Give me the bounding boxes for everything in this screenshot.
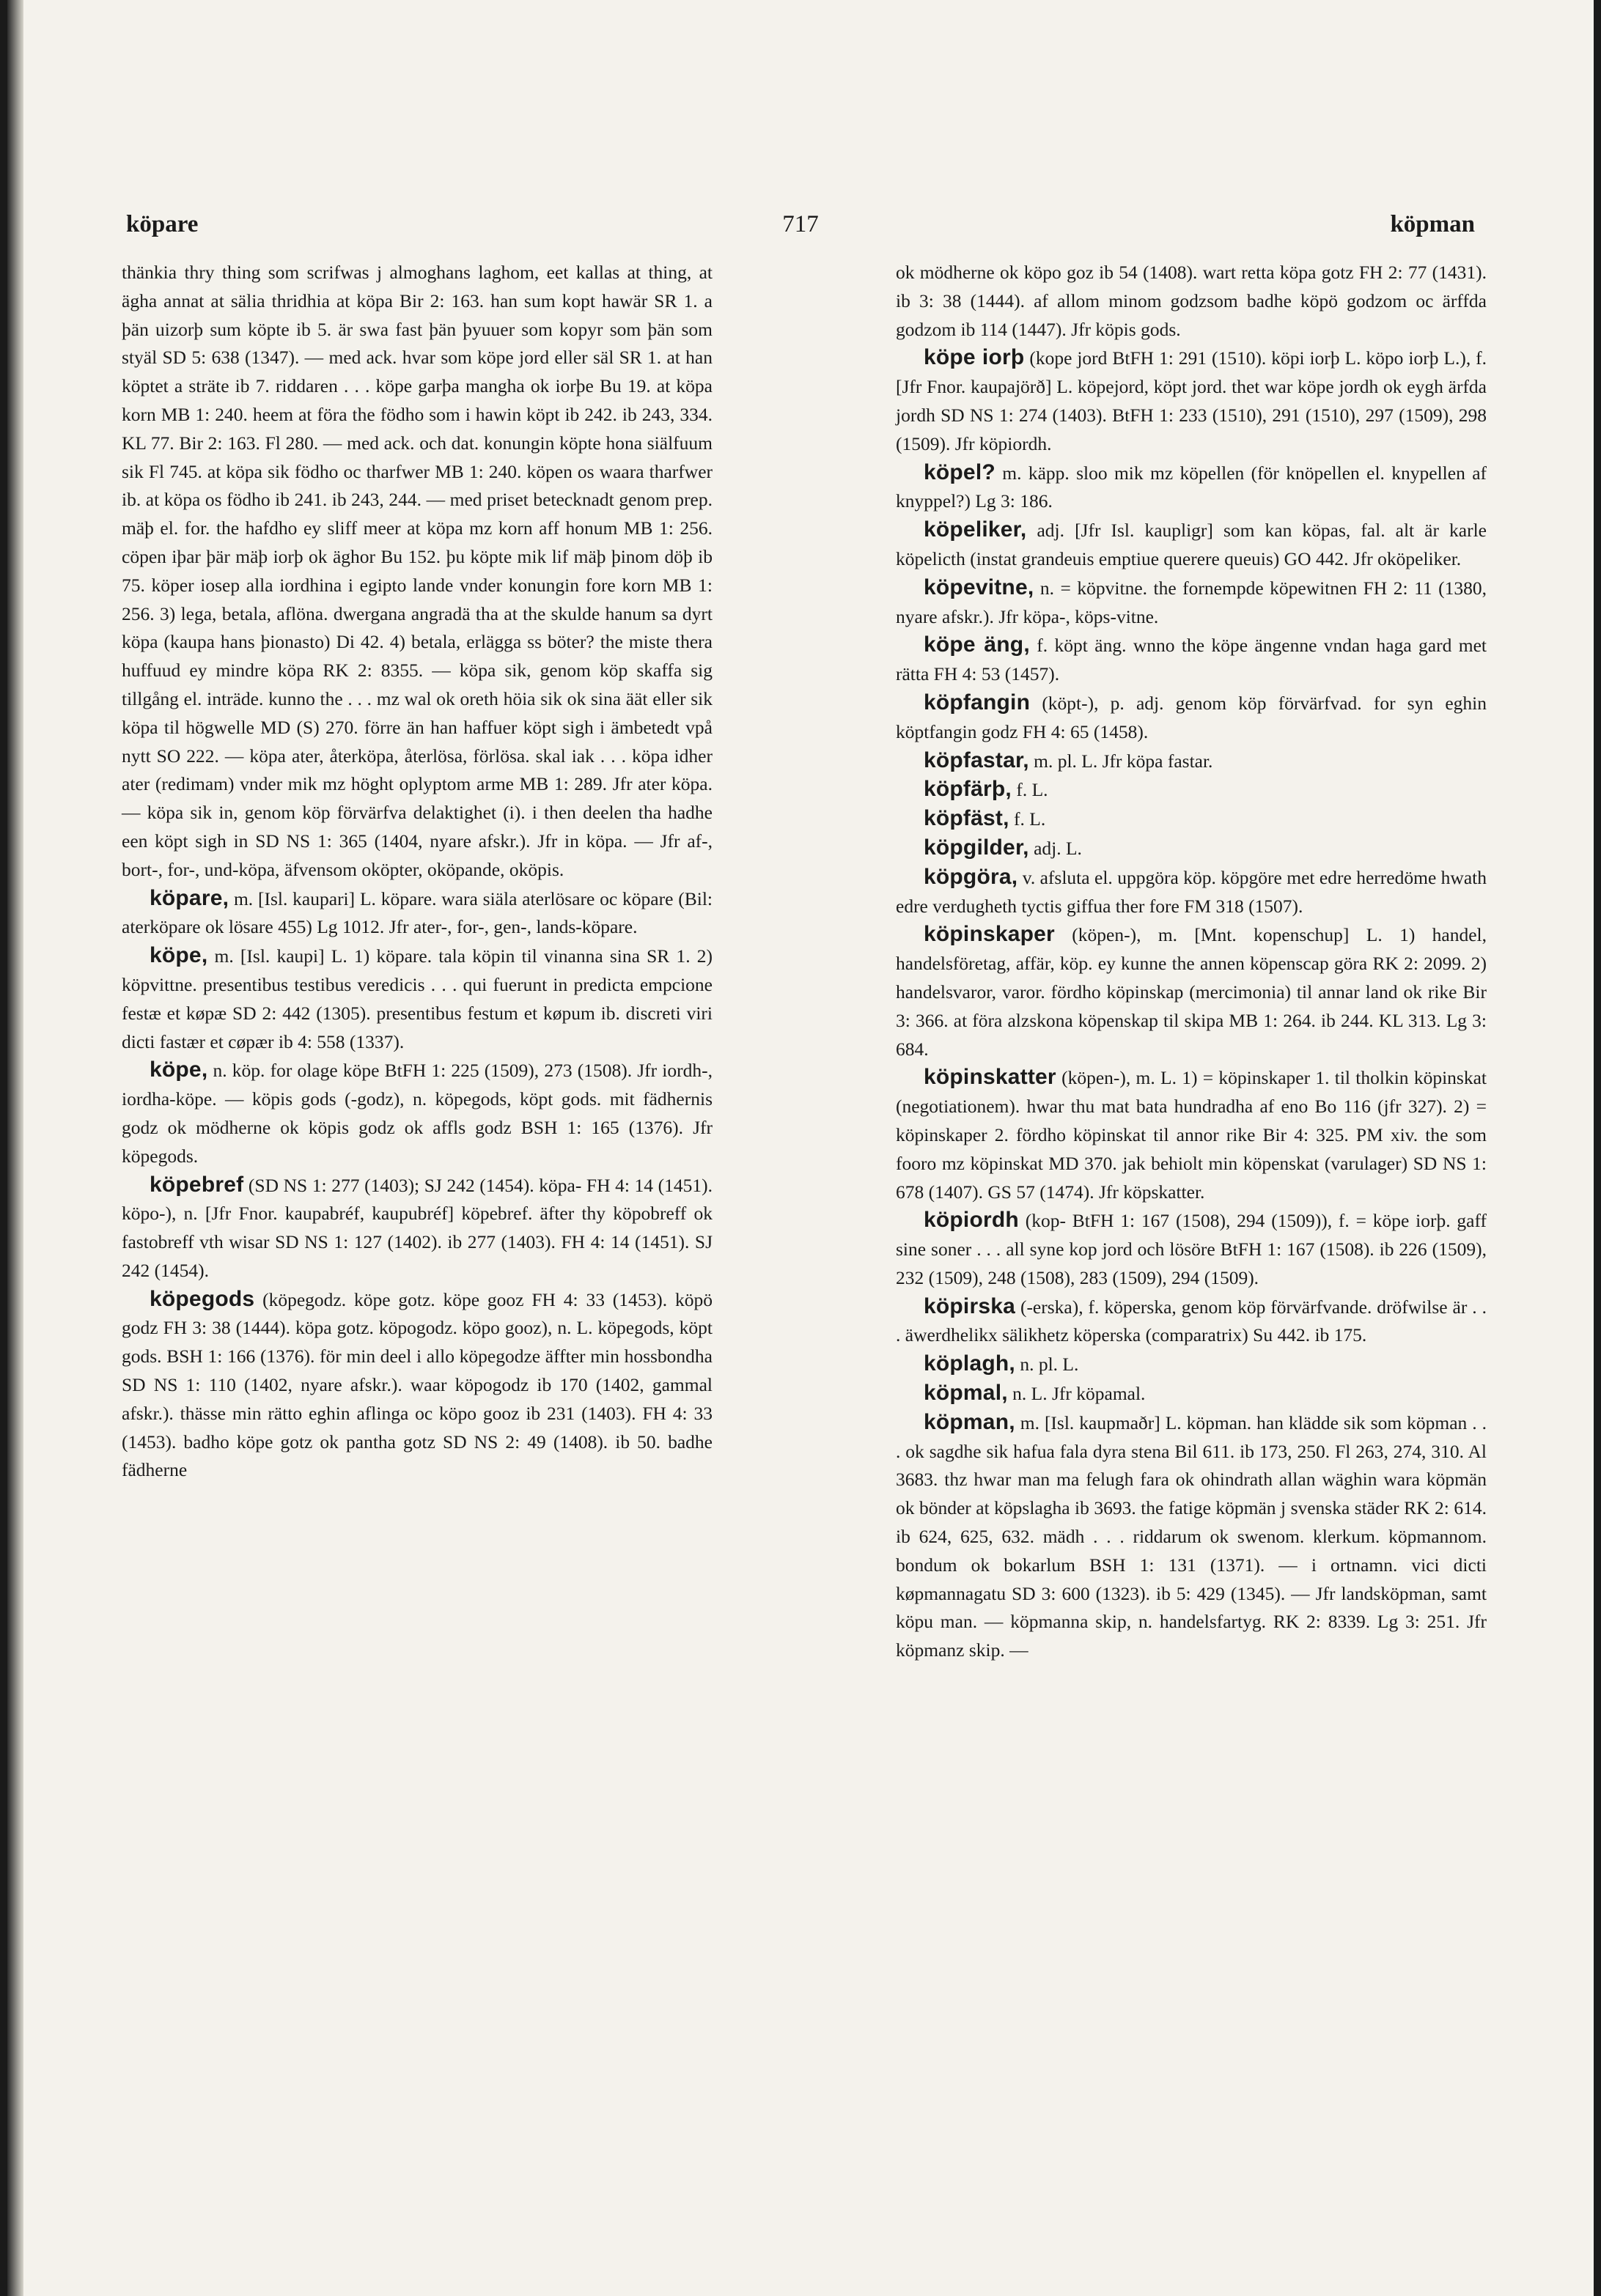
- headword: köpfärþ,: [924, 777, 1012, 802]
- entry-text: m. [Isl. kaupari] L. köpare. wara siäla aterlösare oc köpare (Bil: aterköpare ok lösare 455) Lg 1012. Jfr ater-, for-, gen-, lands-köpare.: [122, 887, 713, 938]
- dictionary-entry: [896, 863, 1487, 921]
- dictionary-entry: [896, 805, 1487, 834]
- dictionary-entry: [896, 834, 1487, 863]
- entry-text: m. [Isl. kaupmaðr] L. köpman. han klädde sik som köpman . . . ok sagdhe sik hafua fala dyra stena Bil 611. ib 173, 250. Fl 263, 274, 310. Al 3683. thz hwar man ma felugh fara ok ohindrath allan wäghin wara köpmän ok bönder at köpslagha ib 3693. the fatige köpmän j svenska städer RK 2: 614. ib 624, 625, 632. mädh . . . riddarum ok swenom. klerkum. köpmannom. bondum ok bokarlum BSH 1: 131 (1371). — i ortnamn. vici dicti køpmannagatu SD 3: 600 (1323). ib 5: 429 (1345). — Jfr landsköpman, samt köpu man. — köpmanna skip, n. handelsfartyg. RK 2: 8339. Lg 3: 251. Jfr köpmanz skip. —: [896, 1411, 1487, 1661]
- dictionary-entry: [896, 1409, 1487, 1665]
- page-edge-shadow: [7, 0, 23, 2296]
- headword: köpevitne,: [924, 575, 1034, 599]
- entry-text: n. = köpvitne. the fornempde köpewitnen FH 2: 11 (1380, nyare afskr.). Jfr köpa-, köps-vitne.: [896, 577, 1487, 627]
- dictionary-entry: [896, 631, 1487, 689]
- entry-text: n. L. Jfr köpamal.: [1012, 1383, 1146, 1405]
- entry-text: adj. [Jfr Isl. kaupligr] som kan köpas, fal. alt är karle köpelicth (instat grandeuis emptiue querere queuis) GO 442. Jfr oköpeliker.: [896, 520, 1487, 569]
- headword: köpeliker,: [924, 517, 1027, 542]
- dictionary-entry: [896, 747, 1487, 776]
- entry-text: (köpegodz. köpe gotz. köpe gooz FH 4: 33 (1453). köpö godz FH 3: 38 (1444). köpa gotz. köpogodz. köpo gooz), n. L. köpegods, köpt gods. BSH 1: 166 (1376). för min deel i allo köpegodze äffter min hossbondha SD NS 1: 110 (1402, nyare afskr.). waar köpogodz ib 170 (1402, gammal afskr.). thässe min rätto eghin aflinga oc köpo gooz ib 231 (1403). FH 4: 33 (1453). badho köpe gotz ok pantha gotz SD NS 2: 49 (1408). ib 50. badhe fädherne: [122, 1288, 713, 1481]
- entry-text: m. [Isl. kaupi] L. 1) köpare. tala köpin til vinanna sina SR 1. 2) köpvittne. presentibus testibus veredicis . . . qui fuerunt in predicta empcione festæ et køpæ SD 2: 442 (1305). presentibus festum et køpum ib. discreti viri dicti fastær et cøpær ib 4: 558 (1337).: [122, 945, 713, 1052]
- headword: köpfastar,: [924, 748, 1029, 772]
- entry-text: (köpt-), p. adj. genom köp förvärfvad. for syn eghin köptfangin godz FH 4: 65 (1458).: [896, 692, 1487, 742]
- right-column: [896, 258, 1487, 1665]
- headword: köpfangin: [924, 690, 1031, 715]
- left-column: [122, 258, 713, 1665]
- entry-text: m. pl. L. Jfr köpa fastar.: [1034, 750, 1213, 772]
- headword: köpinskatter: [924, 1065, 1056, 1090]
- entry-text: thänkia thry thing som scrifwas j almoghans laghom, eet kallas at thing, at ägha annat at sälia thridhia at köpa Bir 2: 163. han sum kopt hawär SR 1. a þän uizorþ sum köpte ib 5. är swa fast þän þyuuer som kopyr som þän som styäl SD 5: 638 (1347). — med ack. hvar som köpe jord eller säl SR 1. at han köptet a sträte ib 7. riddaren . . . köpe garþa mangha ok iorþe Bu 19. at köpa korn MB 1: 240. heem at föra the födho som i hawin köpt ib 242. ib 243, 334. KL 77. Bir 2: 163. Fl 280. — med ack. och dat. konungin köpte hona siälfuum sik Fl 745. at köpa sik födho oc tharfwer MB 1: 240. köpen os waara tharfwer ib. at köpa os födho ib 241. ib 243, 244. — med priset betecknadt genom prep. mäþ el. for. the hafdho ey sliff meer at köpa mz korn aff honum MB 1: 256. cöpen iþar þär mäþ iorþ ok äghor Bu 152. þu köpte mik lif mäþ þinom döþ ib 75. köper iosep alla iordhina i egipto lande vnder konungin fore korn MB 1: 256. 3) lega, betala, aflöna. dwergana angradä tha at the skulde hanum sa dyrt köpa (kaupa hans þionasto) Di 42. 4) betala, erlägga ss böter? the miste thera huffuud ey mindre köpa RK 2: 8355. — köpa sik, genom köp skaffa sig tillgång el. inträde. kunno the . . . mz wal ok oreth höia sik ok sina äät eller sik köpa til högwelle MD (S) 270. förre än han haffuer köpt sigh i ämbetedt vpå nytt SO 222. — köpa ater, återköpa, återlösa, förlösa. skal iak . . . köpa idher ater (redimam) vnder mik mz höght oplyptom arme MB 1: 289. Jfr ater köpa. — köpa sik in, genom köp förvärfva delaktighet (i). i then deelen tha hadhe een köpt sigh in SD NS 1: 365 (1404, nyare afskr.). Jfr in köpa. — Jfr af-, bort-, for-, und-köpa, äfvensom oköpter, oköpande, oköpis.: [122, 262, 713, 880]
- entry-text: (-erska), f. köperska, genom köp förvärfvande. dröfwilse är . . . äwerdhelikx sälikhetz köperska (comparatrix) Su 442. ib 175.: [896, 1296, 1487, 1346]
- running-head-right: köpman: [1390, 211, 1475, 237]
- running-head-left: köpare: [126, 211, 199, 237]
- headword: köpinskaper: [924, 922, 1055, 947]
- dictionary-entry: [896, 775, 1487, 805]
- dictionary-entry: [122, 1056, 713, 1170]
- headword: köpman,: [924, 1409, 1015, 1434]
- entry-text: n. köp. for olage köpe BtFH 1: 225 (1509), 273 (1508). Jfr iordh-, iordha-köpe. — köpis gods (-godz), n. köpegods, köpt gods. mit fädhernis godz ok mödherne ok köpis godz ok affls godz BSH 1: 165 (1376). Jfr köpegods.: [122, 1060, 713, 1167]
- headword: köpe,: [150, 943, 208, 968]
- dictionary-entry: [896, 1293, 1487, 1351]
- entry-text: f. L.: [1016, 779, 1048, 801]
- entry-text: (kop- BtFH 1: 167 (1508), 294 (1509)), f. = köpe iorþ. gaff sine soner . . . all syne kop jord och lösöre BtFH 1: 167 (1508). ib 226 (1509), 232 (1509), 248 (1508), 283 (1509), 294 (1509).: [896, 1210, 1487, 1288]
- dictionary-entry: [122, 942, 713, 1056]
- entry-text: m. käpp. sloo mik mz köpellen (för knöpellen el. knypellen af knyppel?) Lg 3: 186.: [896, 462, 1487, 512]
- headword: köplagh,: [924, 1351, 1015, 1376]
- page-number: 717: [782, 211, 819, 237]
- dictionary-entry: [896, 258, 1487, 344]
- dictionary-page: [7, 0, 1594, 2296]
- dictionary-entry: [896, 574, 1487, 632]
- entry-text: v. afsluta el. uppgöra köp. köpgöre met edre herredöme hwath edre verdugheth tyctis giffua ther fore FM 318 (1507).: [896, 866, 1487, 917]
- entry-text: (köpen-), m. [Mnt. kopenschup] L. 1) handel, handelsföretag, affär, köp. ey kunne the annen köpenscap göra RK 2: 2099. 2) handelsvaror, varor. fördho köpinskap (mercimonia) til annar land ok rike Bir 3: 366. at föra alzskona köpenskap til skipa MB 1: 264. ib 244. KL 313. Lg 3: 684.: [896, 924, 1487, 1060]
- entry-text: f. köpt äng. wnno the köpe ängenne vndan haga gard met rätta FH 4: 53 (1457).: [896, 635, 1487, 685]
- text-columns: [122, 258, 1487, 1665]
- entry-text: (köpen-), m. L. 1) = köpinskaper 1. til tholkin köpinskat (negotiationem). hwar thu mat bata hundradha af eno Bo 116 (jfr 327). 2) = köpinskaper 2. fördho köpinskat til annor rike Bir 4: 325. PM xiv. the som fooro mz köpinskat MD 370. jak behiolt min köpenskat (varulager) SD NS 1: 678 (1407). GS 57 (1474). Jfr köpskatter.: [896, 1067, 1487, 1203]
- dictionary-entry: [896, 1206, 1487, 1292]
- headword: köpe äng,: [924, 632, 1030, 657]
- headword: köpegods: [150, 1286, 255, 1311]
- dictionary-entry: [896, 344, 1487, 458]
- dictionary-entry: [122, 1171, 713, 1285]
- headword: köpfäst,: [924, 806, 1009, 831]
- entry-text: ok mödherne ok köpo goz ib 54 (1408). wart retta köpa gotz FH 2: 77 (1431). ib 3: 38 (1444). af allom minom godzsom badhe köpö godzom oc ärffda godzom ib 114 (1447). Jfr köpis gods.: [896, 262, 1487, 340]
- entry-text: (kope jord BtFH 1: 291 (1510). köpi iorþ L. köpo iorþ L.), f. [Jfr Fnor. kaupajörð] L. köpejord, köpt jord. thet war köpe jordh ok eygh ärfda jordh SD NS 1: 274 (1403). BtFH 1: 233 (1510), 291 (1510), 297 (1509), 298 (1509). Jfr köpiordh.: [896, 347, 1487, 454]
- headword: köpirska: [924, 1293, 1015, 1318]
- dictionary-entry: [122, 1285, 713, 1485]
- headword: köpgöra,: [924, 864, 1018, 889]
- page-header: [117, 211, 1484, 243]
- dictionary-entry: [896, 459, 1487, 517]
- entry-text: f. L.: [1014, 808, 1046, 830]
- entry-text: adj. L.: [1034, 837, 1082, 859]
- dictionary-entry: [896, 1350, 1487, 1379]
- headword: köpgilder,: [924, 835, 1029, 860]
- dictionary-entry: [896, 516, 1487, 574]
- entry-text: (SD NS 1: 277 (1403); SJ 242 (1454). köpa- FH 4: 14 (1451). köpo-), n. [Jfr Fnor. kaupabréf, kaupubréf] köpebref. äfter thy köpobreff ok fastobreff vth wisar SD NS 1: 127 (1402). ib 277 (1403). FH 4: 14 (1451). SJ 242 (1454).: [122, 1174, 713, 1281]
- dictionary-entry: [896, 1063, 1487, 1206]
- headword: köpe,: [150, 1057, 208, 1082]
- dictionary-entry: [896, 1379, 1487, 1409]
- headword: köpe iorþ: [924, 345, 1025, 370]
- entry-text: n. pl. L.: [1020, 1354, 1079, 1376]
- dictionary-entry: [896, 689, 1487, 747]
- dictionary-entry: [122, 885, 713, 942]
- headword: köpiordh: [924, 1208, 1019, 1233]
- headword: köpare,: [150, 885, 229, 910]
- dictionary-entry: [896, 920, 1487, 1063]
- headword: köpmal,: [924, 1381, 1008, 1406]
- dictionary-entry: [122, 258, 713, 885]
- headword: köpel?: [924, 459, 995, 484]
- headword: köpebref: [150, 1172, 244, 1197]
